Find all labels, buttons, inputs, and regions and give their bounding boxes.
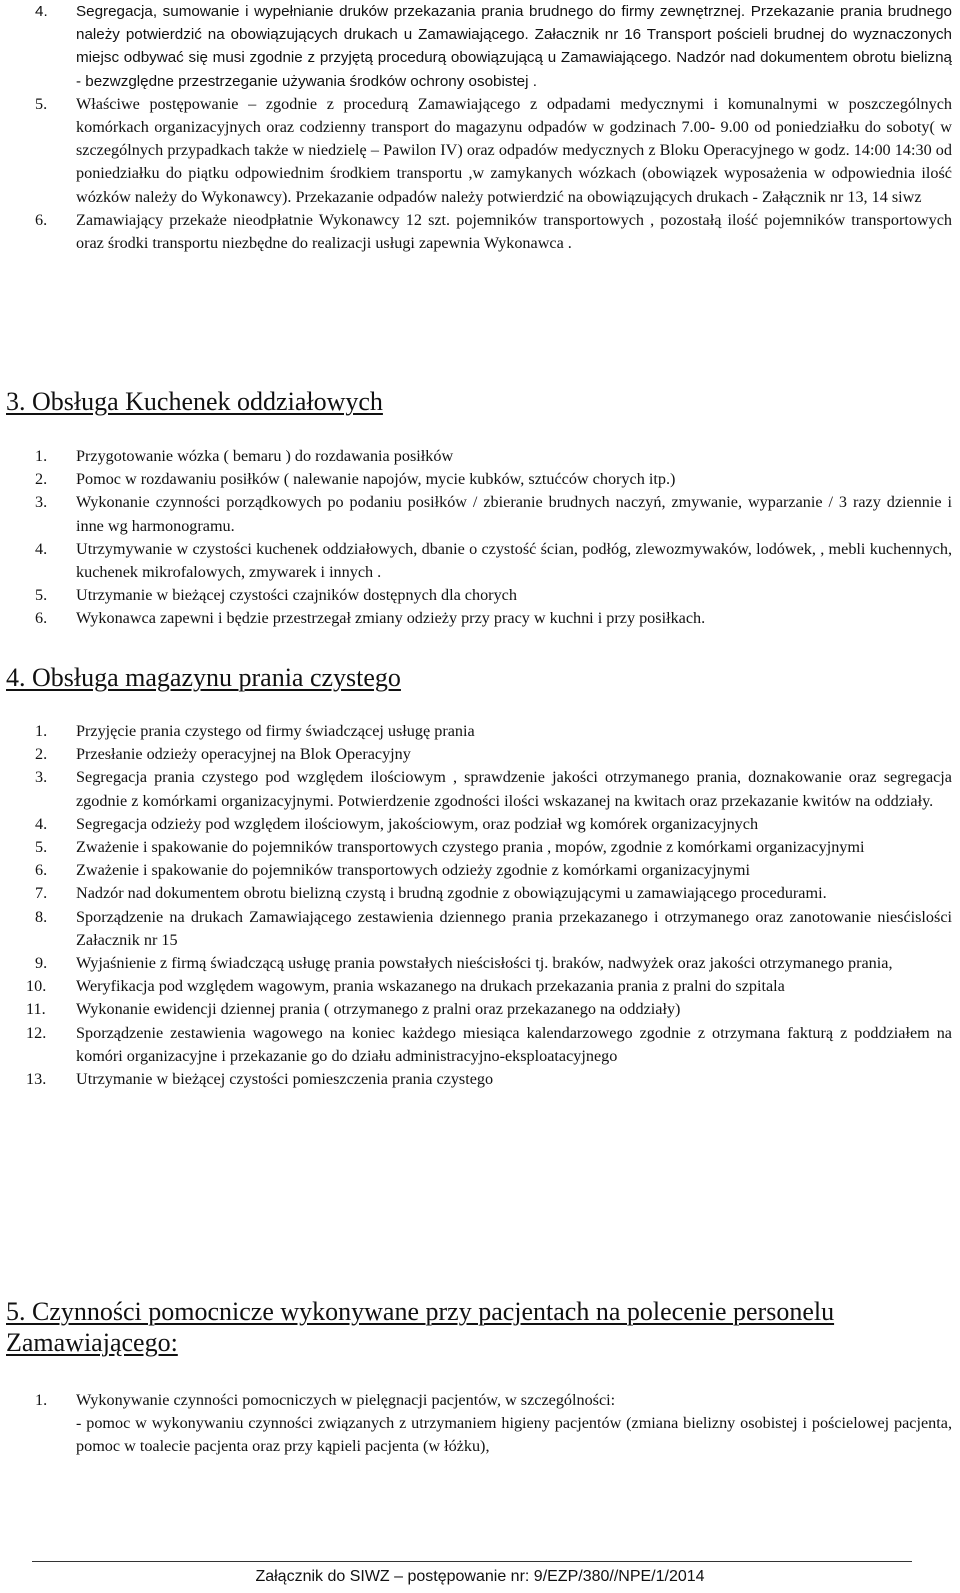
list-number: 11. bbox=[26, 1000, 46, 1019]
list-number: 8. bbox=[35, 907, 48, 926]
list-text: Wykonawca zapewni i będzie przestrzegał zmiany odzieży przy pracy w kuchni i przy posiłkach. bbox=[76, 609, 706, 628]
list-text: Utrzymanie w bieżącej czystości pomieszczenia prania czystego bbox=[76, 1070, 494, 1089]
list-number: 3. bbox=[35, 493, 48, 512]
list-item bbox=[8, 538, 952, 584]
list-text: Utrzymanie w bieżącej czystości czajników dostępnych dla chorych bbox=[76, 586, 517, 605]
list-text: Nadzór nad dokumentem obrotu bielizną czystą i brudną zgodnie z obowiązującymi u zamawiającego procedurami. bbox=[76, 884, 827, 903]
list-item bbox=[8, 952, 952, 975]
list-text: Segregacja, sumowanie i wypełnianie druków przekazania prania brudnego do firmy zewnętrznej. Przekazanie prania brudnego należy potwierdzić na obowiązujących drukach u Zamawiającego. Załacznik nr 16 Transport pościeli brudnej do wyznaczonych miejsc odbywać się musi zgodnie z przyjętą procedurą obowiązującą u Zamawiającego. Nadzór nad dokumentem obrotu bielizną - bezwzględne przestrzeganie używania środków ochrony osobistej . bbox=[76, 3, 952, 90]
list-item bbox=[8, 607, 952, 630]
list-text: Sporządzenie zestawienia wagowego na koniec każdego miesiąca kalendarzowego zgodnie z otrzymana fakturą z poddziałem na komóri organizacyjne i przekazanie go do działu administracyjno-eksploatacyjnego bbox=[76, 1023, 952, 1065]
list-number: 6. bbox=[35, 210, 48, 229]
list-item bbox=[8, 0, 952, 93]
list-item bbox=[8, 584, 952, 607]
list-subnote: - pomoc w wykonywaniu czynności związanych z utrzymaniem higieny pacjentów (zmiana bielizny osobistej i pościelowej pacjenta, pomoc w toalecie pacjenta oraz przy kąpieli pacjenta (w łóżku), bbox=[76, 1414, 952, 1456]
list-number: 9. bbox=[35, 954, 48, 973]
list-item bbox=[8, 209, 952, 255]
list-text: Przygotowanie wózka ( bemaru ) do rozdawania posiłków bbox=[76, 447, 454, 465]
list-number: 13. bbox=[26, 1070, 47, 1089]
section4-list bbox=[8, 720, 952, 1091]
list-item bbox=[8, 836, 952, 859]
page-footer: Załącznik do SIWZ – postępowanie nr: 9/EZP/380//NPE/1/2014 bbox=[255, 1568, 705, 1585]
list-number: 10. bbox=[26, 977, 47, 996]
list-item bbox=[8, 491, 952, 537]
list-text: Segregacja prania czystego pod względem ilościowym , sprawdzenie jakości otrzymanego prania, doznakowanie oraz segregacja zgodnie z komórkami organizacyjnymi. Potwierdzenie zgodności ilości wskazanej na kwitach oraz przekazanie kwitów na oddziały. bbox=[76, 768, 952, 810]
list-text: Pomoc w rozdawaniu posiłków ( nalewanie napojów, mycie kubków, sztućców chorych itp.) bbox=[76, 470, 676, 489]
list-item bbox=[8, 766, 952, 812]
top-list bbox=[8, 0, 952, 255]
list-number: 3. bbox=[35, 768, 48, 787]
list-number: 5. bbox=[35, 94, 48, 113]
list-text: Przyjęcie prania czystego od firmy świadczącej usługę prania bbox=[76, 722, 475, 740]
list-number: 6. bbox=[35, 609, 48, 628]
section-heading: 4. Obsługa magazynu prania czystego bbox=[6, 663, 401, 692]
list-text: Zważenie i spakowanie do pojemników transportowych odzieży zgodnie z komórkami organizacyjnymi bbox=[76, 861, 750, 880]
list-text: Sporządzenie na drukach Zamawiającego zestawienia dziennego prania przekazanego i otrzymanego oraz zanotowanie niesćislości Załacznik nr 15 bbox=[76, 907, 952, 949]
list-text: Właściwe postępowanie – zgodnie z procedurą Zamawiającego z odpadami medycznymi i komunalnymi w poszczególnych komórkach organizacyjnych oraz codzienny transport do magazynu odpadów w godzinach 7.00- 9.00 od poniedziałku do soboty( w szczególnych przypadkach także w niedzielę – Pawilon IV) oraz odpadów medycznych z Bloku Operacyjnego w godz. 14:00 14:30 od poniedziałku do piątku odpowiednim środkiem transportu ,w zamykanych wózkach (obowiązek wyposażenia w odpowiednia ilość wózków należy do Wykonawcy). Przekazanie odpadów należy potwierdzić na obowiązujących drukach - Załącznik nr 13, 14 siwz bbox=[76, 94, 952, 206]
list-item bbox=[8, 998, 952, 1021]
list-number: 7. bbox=[35, 884, 48, 903]
list-item bbox=[8, 859, 952, 882]
list-text: Utrzymywanie w czystości kuchenek oddziałowych, dbanie o czystość ścian, podłóg, zlewozmywaków, lodówek, , mebli kuchennych, kuchenek mikrofalowych, zmywarek i innych . bbox=[76, 539, 952, 582]
list-item bbox=[8, 906, 952, 952]
section-heading: 3. Obsługa Kuchenek oddziałowych bbox=[6, 387, 383, 416]
list-number: 2. bbox=[35, 745, 48, 764]
list-text: Segregacja odzieży pod względem ilościowym, jakościowym, oraz podział wg komórek organizacyjnych bbox=[76, 814, 759, 833]
list-item bbox=[8, 1068, 952, 1091]
list-text: Wykonywanie czynności pomocniczych w pielęgnacji pacjentów, w szczególności: bbox=[76, 1391, 616, 1409]
list-text: Wykonanie ewidencji dziennej prania ( otrzymanego z pralni oraz przekazanego na oddziały) bbox=[76, 1000, 681, 1019]
list-item bbox=[8, 975, 952, 998]
list-number: 4. bbox=[35, 539, 48, 558]
list-item bbox=[8, 813, 952, 836]
list-text: Wykonanie czynności porządkowych po podaniu posiłków / zbieranie brudnych naczyń, zmywanie, wyparzanie / 3 razy dziennie i inne wg harmonogramu. bbox=[76, 493, 952, 535]
list-item bbox=[8, 882, 952, 905]
list-text: Weryfikacja pod względem wagowym, prania wskazanego na drukach przekazania prania z pralni do szpitala bbox=[76, 977, 785, 996]
list-number: 5. bbox=[35, 586, 48, 605]
list-number: 1. bbox=[35, 1391, 48, 1409]
list-text: Zamawiający przekaże nieodpłatnie Wykonawcy 12 szt. pojemników transportowych , pozostałą ilość pojemników transportowych oraz środki transportu niezbędne do realizacji usługi zapewnia Wykonawca . bbox=[76, 210, 952, 253]
list-item bbox=[8, 445, 952, 468]
list-number: 2. bbox=[35, 470, 48, 489]
list-item bbox=[8, 720, 952, 743]
list-text: Przesłanie odzieży operacyjnej na Blok Operacyjny bbox=[76, 745, 411, 764]
footer-rule bbox=[32, 1561, 912, 1562]
list-number: 1. bbox=[35, 447, 48, 465]
list-number: 4. bbox=[35, 814, 48, 833]
section-heading: 5. Czynności pomocnicze wykonywane przy pacjentach na polecenie personelu Zamawiającego: bbox=[6, 1297, 835, 1357]
list-item bbox=[8, 1389, 952, 1412]
list-item bbox=[8, 743, 952, 766]
list-text: Wyjaśnienie z firmą świadczącą usługę prania powstałych nieścisłości tj. braków, nadwyżek oraz jakości otrzymanego prania, bbox=[76, 954, 893, 973]
list-number: 1. bbox=[35, 722, 48, 740]
section5-list bbox=[8, 1389, 952, 1459]
list-item bbox=[8, 93, 952, 209]
list-number: 4. bbox=[35, 3, 48, 20]
list-item bbox=[8, 468, 952, 491]
list-text: Zważenie i spakowanie do pojemników transportowych czystego prania , mopów, zgodnie z komórkami organizacyjnymi bbox=[76, 838, 865, 857]
list-number: 6. bbox=[35, 861, 48, 880]
list-number: 12. bbox=[26, 1023, 47, 1042]
section3-list bbox=[8, 445, 952, 631]
list-number: 5. bbox=[35, 838, 48, 857]
list-item bbox=[8, 1022, 952, 1068]
